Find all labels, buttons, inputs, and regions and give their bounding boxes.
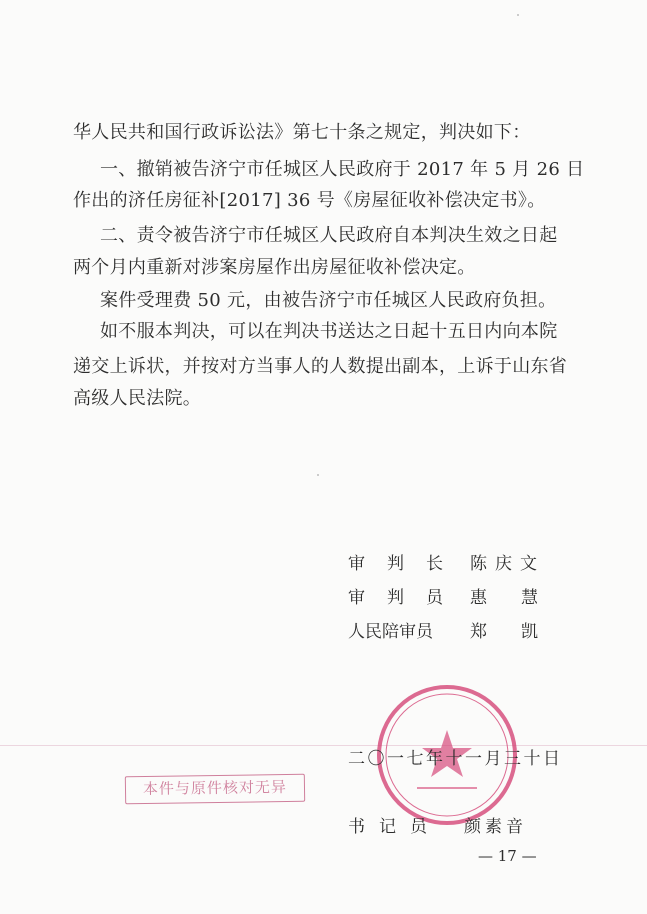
page-number: — 17 — xyxy=(478,847,537,865)
judgment-line: 作出的济任房征补[2017] 36 号《房屋征收补偿决定书》。 xyxy=(73,190,546,211)
judgment-line: 华人民共和国行政诉讼法》第七十条之规定，判决如下： xyxy=(73,122,531,143)
presiding-judge-title: 审判长 xyxy=(348,554,465,574)
judgment-line: 二、责令被告济宁市任城区人民政府自本判决生效之日起 xyxy=(100,225,558,246)
certify-stamp: 本件与原件核对无异 xyxy=(125,774,305,805)
judgment-line: 如不服本判决，可以在判决书送达之日起十五日内向本院 xyxy=(100,321,558,342)
clerk-name: 颜素音 xyxy=(464,817,527,837)
clerk-title: 书记员 xyxy=(348,817,441,837)
judge-name: 惠慧 xyxy=(470,588,572,608)
judgment-line: 高级人民法院。 xyxy=(73,388,202,409)
judgment-line: 一、撤销被告济宁市任城区人民政府于 2017 年 5 月 26 日 xyxy=(100,159,585,180)
juror-title: 人民陪审员 xyxy=(348,622,433,642)
judgment-line: 两个月内重新对涉案房屋作出房屋征收补偿决定。 xyxy=(73,257,476,278)
presiding-judge-name: 陈庆文 xyxy=(470,554,545,574)
judgment-date: 二〇一七年十一月三十日 xyxy=(348,749,563,769)
juror-name: 郑凯 xyxy=(470,622,572,642)
judge-title: 审判员 xyxy=(348,588,465,608)
judgment-line: 递交上诉状，并按对方当事人的人数提出副本，上诉于山东省 xyxy=(73,356,568,377)
judgment-line: 案件受理费 50 元，由被告济宁市任城区人民政府负担。 xyxy=(100,290,557,311)
scan-speck xyxy=(317,474,319,476)
scan-speck xyxy=(517,14,519,16)
scan-fold-line xyxy=(0,745,647,746)
